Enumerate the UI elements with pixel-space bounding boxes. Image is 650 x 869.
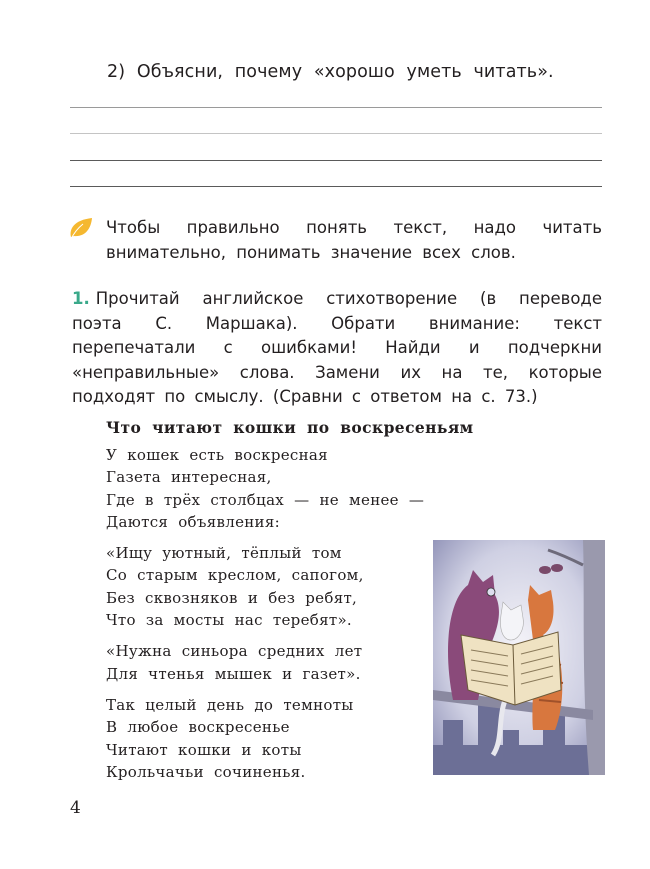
poem-line: «Нужна синьора средних лет [106, 642, 363, 661]
task-1 [72, 287, 602, 410]
question-2: 2) Объясни, почему «хорошо уметь читать». [107, 62, 554, 82]
answer-line-1[interactable] [70, 107, 602, 108]
poem-line: Читают кошки и коты [106, 740, 302, 759]
poem-line: «Ищу уютный, тёплый том [106, 544, 342, 563]
poem-line: Где в трёх столбцах — не менее — [106, 490, 425, 509]
answer-line-2[interactable] [70, 133, 602, 134]
poem-line: У кошек есть воскресная [106, 446, 328, 464]
task-text: Прочитай английское стихотворение (в переводе поэта С. Маршака). Обрати внимание: текст перепечатали с ошибками! Найди и подчеркни «неправильные» слова. Замени их на те, которые подходят по смыслу. (Сравни с ответом на с. 73.) [72, 289, 602, 406]
page-number: 4 [70, 798, 81, 818]
poem-line: В любое воскресенье [106, 718, 290, 737]
poem-title: Что читают кошки по воскресеньям [106, 418, 474, 437]
poem-line: Даются объявления: [106, 512, 280, 531]
poem-line: Так целый день до темноты [106, 695, 354, 714]
poem-line: Крольчачьи сочиненья. [106, 762, 306, 781]
poem-stanza-2 [106, 542, 474, 631]
poem-line: Со старым креслом, сапогом, [106, 566, 364, 585]
poem-stanza-4 [106, 694, 474, 783]
task-number: 1. [72, 289, 90, 308]
leaf-icon [68, 216, 94, 240]
poem-line: Газета интересная, [106, 468, 272, 487]
poem [106, 418, 474, 792]
cats-reading-newspaper-illustration [433, 540, 605, 775]
poem-stanza-3 [106, 640, 474, 685]
poem-line: Что за мосты нас теребят». [106, 611, 352, 630]
poem-line: Без сквозняков и без ребят, [106, 588, 358, 607]
tip-text: Чтобы правильно понять текст, надо читать внимательно, понимать значение всех слов. [106, 218, 602, 262]
poem-line: Для чтенья мышек и газет». [106, 664, 361, 683]
answer-line-3[interactable] [70, 160, 602, 161]
poem-stanza-1 [106, 444, 474, 533]
answer-line-4[interactable] [70, 186, 602, 187]
